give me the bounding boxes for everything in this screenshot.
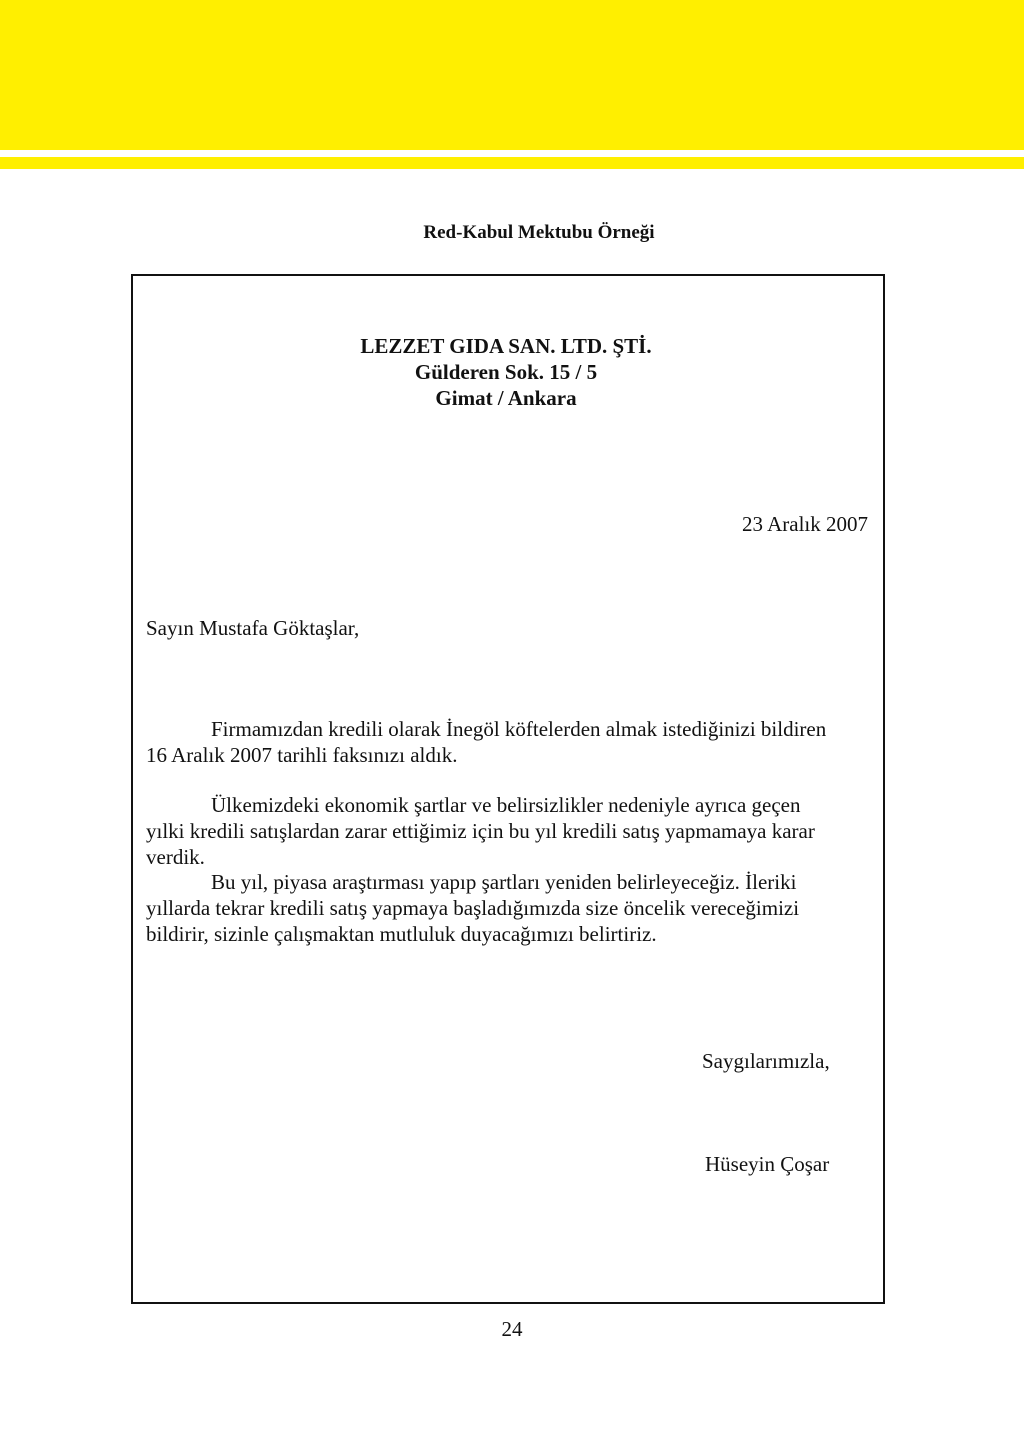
signature-name: Hüseyin Çoşar xyxy=(705,1152,830,1176)
salutation: Sayın Mustafa Göktaşlar, xyxy=(146,616,360,640)
document-title: Red-Kabul Mektubu Örneği xyxy=(423,222,655,243)
closing: Saygılarımızla, xyxy=(702,1049,830,1073)
header-yellow-stripe xyxy=(0,157,1024,169)
paragraph-line: bildirir, sizinle çalışmaktan mutluluk duyacağımızı belirtiriz. xyxy=(146,922,657,946)
paragraph-line: Ülkemizdeki ekonomik şartlar ve belirsizlikler nedeniyle ayrıca geçen xyxy=(211,793,801,817)
paragraph-line: 16 Aralık 2007 tarihli faksınızı aldık. xyxy=(146,743,458,767)
body-paragraph-3 xyxy=(146,869,870,947)
body-paragraph-1 xyxy=(146,716,870,768)
company-address-city: Gimat / Ankara xyxy=(435,386,577,410)
paragraph-line: Bu yıl, piyasa araştırması yapıp şartları yeniden belirleyeceğiz. İleriki xyxy=(211,870,797,894)
company-header xyxy=(0,333,1012,411)
page-number: 24 xyxy=(501,1317,523,1341)
header-yellow-band xyxy=(0,0,1024,150)
paragraph-line: yıllarda tekrar kredili satış yapmaya başladığımızda size öncelik vereceğimizi xyxy=(146,896,800,920)
paragraph-line: verdik. xyxy=(146,845,205,869)
company-name: LEZZET GIDA SAN. LTD. ŞTİ. xyxy=(360,334,652,358)
letter-date: 23 Aralık 2007 xyxy=(742,512,868,536)
body-paragraph-2 xyxy=(146,792,870,870)
paragraph-line: Firmamızdan kredili olarak İnegöl köftelerden almak istediğinizi bildiren xyxy=(211,717,827,741)
letter-frame xyxy=(131,274,885,1304)
company-address-street: Gülderen Sok. 15 / 5 xyxy=(414,360,598,384)
paragraph-line: yılki kredili satışlardan zarar ettiğimiz için bu yıl kredili satış yapmamaya karar xyxy=(146,819,815,843)
